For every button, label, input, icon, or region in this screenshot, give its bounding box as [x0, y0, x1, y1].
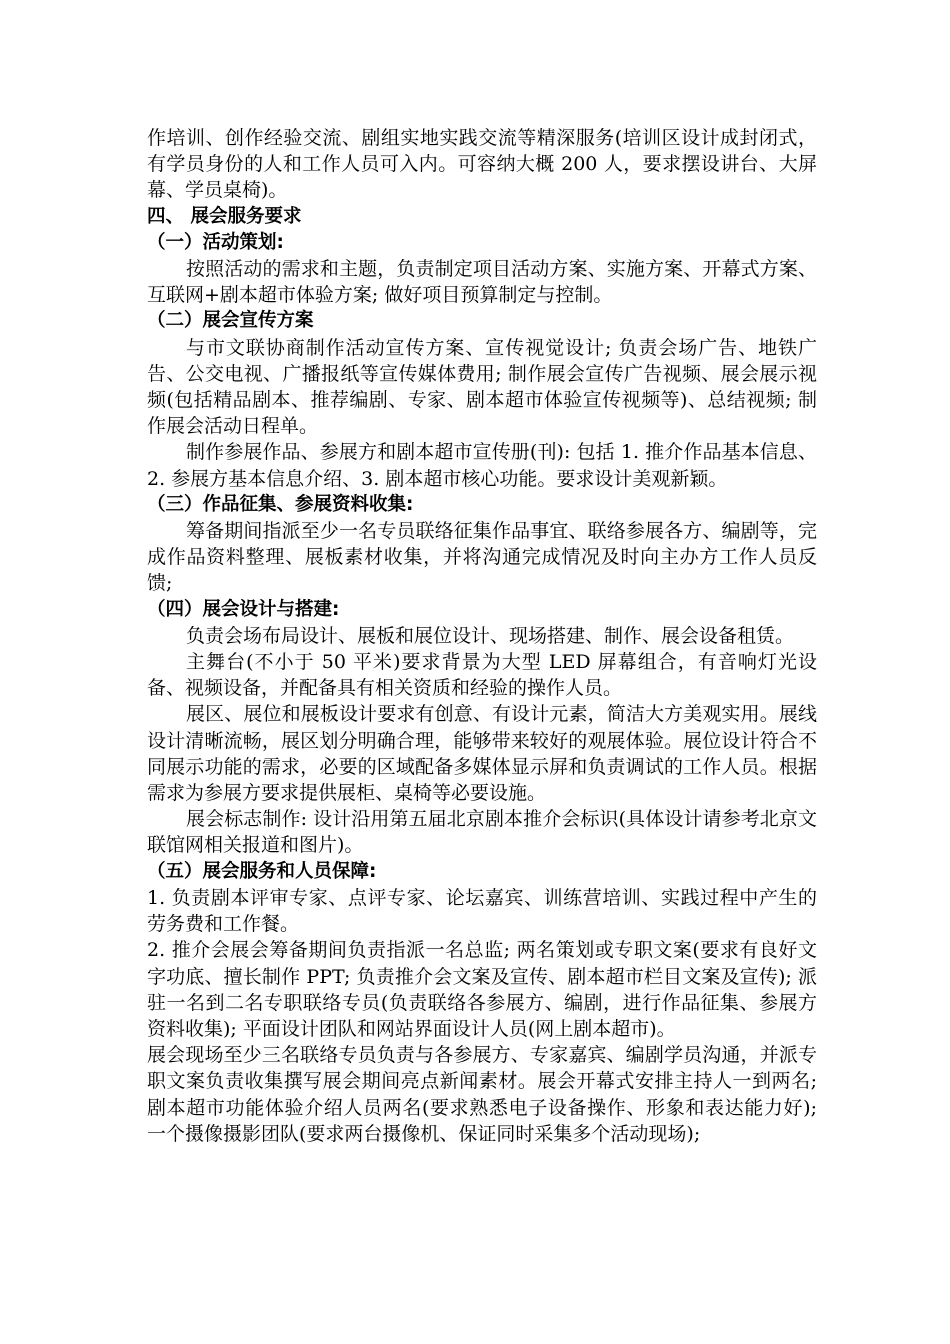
subsection-title: （二）展会宣传方案: [147, 310, 314, 332]
body-paragraph: 2. 推介会展会筹备期间负责指派一名总监; 两名策划或专职文案(要求有良好文字功底、擅长制作 PPT; 负责推介会文案及宣传、剧本超市栏目文案及宣传); 派驻一名到二名专职联络专员(负责联络各参展方、编剧，进行作品征集、参展方资料收集); 平面设计团队和网站界面设计人员(网上剧本超市)。: [147, 939, 817, 1040]
body-paragraph: 制作参展作品、参展方和剧本超市宣传册(刊): 包括 1. 推介作品基本信息、2. 参展方基本信息介绍、3. 剧本超市核心功能。要求设计美观新颖。: [147, 441, 817, 490]
subsection-title: （三）作品征集、参展资料收集:: [147, 493, 414, 515]
body-paragraph: 筹备期间指派至少一名专员联络征集作品事宜、联络参展各方、编剧等，完成作品资料整理、展板素材收集，并将沟通完成情况及时向主办方工作人员反馈;: [147, 520, 817, 595]
document-body: [147, 125, 817, 1147]
body-paragraph: 负责会场布局设计、展板和展位设计、现场搭建、制作、展会设备租赁。: [186, 624, 795, 647]
body-paragraph: 展区、展位和展板设计要求有创意、有设计元素，简洁大方美观实用。展线设计清晰流畅，展区划分明确合理，能够带来较好的观展体验。展位设计符合不同展示功能的需求，必要的区域配备多媒体显示屏和负责调试的工作人员。根据需求为参展方要求提供展柜、桌椅等必要设施。: [147, 703, 817, 805]
subsection-title: （四）展会设计与搭建:: [147, 598, 340, 620]
body-paragraph: 与市文联协商制作活动宣传方案、宣传视觉设计; 负责会场广告、地铁广告、公交电视、广播报纸等宣传媒体费用; 制作展会宣传广告视频、展会展示视频(包括精品剧本、推荐编剧、专家、剧本超市体验宣传视频等)、总结视频; 制作展会活动日程单。: [147, 336, 817, 438]
body-paragraph: 主舞台(不小于 50 平米)要求背景为大型 LED 屏幕组合，有音响灯光设备、视频设备，并配备具有相关资质和经验的操作人员。: [147, 651, 817, 700]
body-paragraph: 展会标志制作: 设计沿用第五届北京剧本推介会标识(具体设计请参考北京文联馆网相关报道和图片)。: [147, 808, 817, 857]
body-paragraph: 1. 负责剧本评审专家、点评专家、论坛嘉宾、训练营培训、实践过程中产生的劳务费和工作餐。: [147, 886, 817, 936]
subsection-title: （一）活动策划:: [147, 231, 284, 253]
section-heading: 四、 展会服务要求: [147, 205, 302, 227]
intro-paragraph: 作培训、创作经验交流、剧组实地实践交流等精深服务(培训区设计成封闭式，有学员身份的人和工作人员可入内。可容纳大概 200 人，要求摆设讲台、大屏幕、学员桌椅)。: [147, 127, 817, 202]
subsection-title: （五）展会服务和人员保障:: [147, 860, 377, 882]
body-paragraph: 展会现场至少三名联络专员负责与各参展方、专家嘉宾、编剧学员沟通，并派专职文案负责收集撰写展会期间亮点新闻素材。展会开幕式安排主持人一到两名; 剧本超市功能体验介绍人员两名(要求熟悉电子设备操作、形象和表达能力好); 一个摄像摄影团队(要求两台摄像机、保证同时采集多个活动现场);: [147, 1044, 817, 1145]
body-paragraph: 按照活动的需求和主题，负责制定项目活动方案、实施方案、开幕式方案、互联网+剧本超市体验方案; 做好项目预算制定与控制。: [147, 258, 817, 307]
